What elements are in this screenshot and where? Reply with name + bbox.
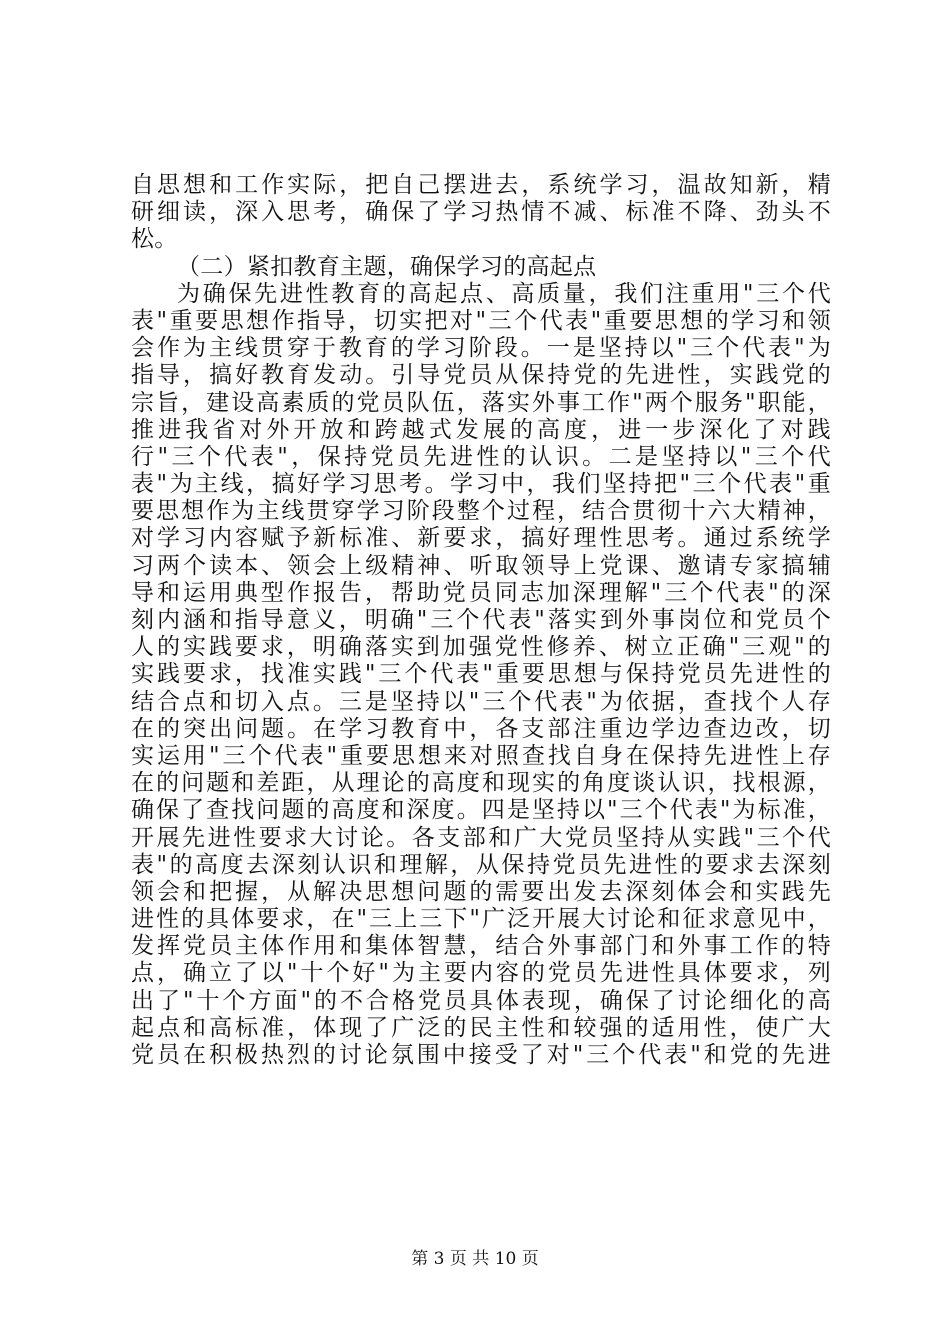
text-line: 实运用"三个代表"重要思想来对照查找自身在保持先进性上存: [131, 742, 831, 769]
text-line: 在的问题和差距，从理论的高度和现实的角度谈认识，找根源，: [131, 770, 831, 797]
text-line: 起点和高标准，体现了广泛的民主性和较强的适用性，使广大: [131, 1014, 831, 1041]
text-line: 实践要求，找准实践"三个代表"重要思想与保持党员先进性的: [131, 661, 831, 688]
text-line: 自思想和工作实际，把自己摆进去，系统学习，温故知新，精: [131, 172, 831, 198]
text-line: 松。: [131, 226, 178, 253]
text-line: 进性的具体要求，在"三上三下"广泛开展大讨论和征求意见中，: [131, 906, 831, 933]
text-line: 会作为主线贯穿于教育的学习阶段。一是坚持以"三个代表"为: [131, 335, 831, 362]
text-line: 为确保先进性教育的高起点、高质量，我们注重用"三个代: [177, 280, 831, 307]
text-line: 导和运用典型作报告，帮助党员同志加深理解"三个代表"的深: [131, 579, 831, 606]
text-line: 点，确立了以"十个好"为主要内容的党员先进性具体要求，列: [131, 960, 831, 987]
text-line: 指导，搞好教育发动。引导党员从保持党的先进性，实践党的: [131, 362, 831, 389]
document-body: [131, 172, 831, 1069]
text-line: 在的突出问题。在学习教育中，各支部注重边学边查边改，切: [131, 715, 831, 742]
text-line: 表"的高度去深刻认识和理解，从保持党员先进性的要求去深刻: [131, 851, 831, 878]
text-line: 发挥党员主体作用和集体智慧，结合外事部门和外事工作的特: [131, 933, 831, 960]
text-line: 人的实践要求，明确落实到加强党性修养、树立正确"三观"的: [131, 634, 831, 661]
text-line: 研细读，深入思考，确保了学习热情不减、标准不降、劲头不: [131, 199, 831, 226]
text-line: 推进我省对外开放和跨越式发展的高度，进一步深化了对践: [131, 416, 831, 443]
page-footer: 第 3 页 共 10 页: [411, 1249, 539, 1269]
section-heading: （二）紧扣教育主题，确保学习的高起点: [177, 253, 597, 280]
text-line: 党员在积极热烈的讨论氛围中接受了对"三个代表"和党的先进: [131, 1042, 831, 1068]
text-line: 表"重要思想作指导，切实把对"三个代表"重要思想的学习和领: [131, 307, 831, 334]
text-line: 宗旨，建设高素质的党员队伍，落实外事工作"两个服务"职能，: [131, 389, 831, 416]
text-line: 开展先进性要求大讨论。各支部和广大党员坚持从实践"三个代: [131, 824, 831, 851]
text-line: 确保了查找问题的高度和深度。四是坚持以"三个代表"为标准，: [131, 797, 831, 824]
text-line: 表"为主线，搞好学习思考。学习中，我们坚持把"三个代表"重: [131, 471, 831, 498]
text-line: 领会和把握，从解决思想问题的需要出发去深刻体会和实践先: [131, 878, 831, 905]
text-line: 习两个读本、领会上级精神、听取领导上党课、邀请专家搞辅: [131, 552, 831, 579]
text-line: 行"三个代表"，保持党员先进性的认识。二是坚持以"三个代: [131, 443, 831, 470]
text-line: 要思想作为主线贯穿学习阶段整个过程，结合贯彻十六大精神，: [131, 498, 831, 525]
text-line: 刻内涵和指导意义，明确"三个代表"落实到外事岗位和党员个: [131, 607, 831, 633]
text-line: 结合点和切入点。三是坚持以"三个代表"为依据，查找个人存: [131, 688, 831, 715]
text-line: 对学习内容赋予新标准、新要求，搞好理性思考。通过系统学: [131, 525, 831, 552]
text-line: 出了"十个方面"的不合格党员具体表现，确保了讨论细化的高: [131, 987, 831, 1014]
